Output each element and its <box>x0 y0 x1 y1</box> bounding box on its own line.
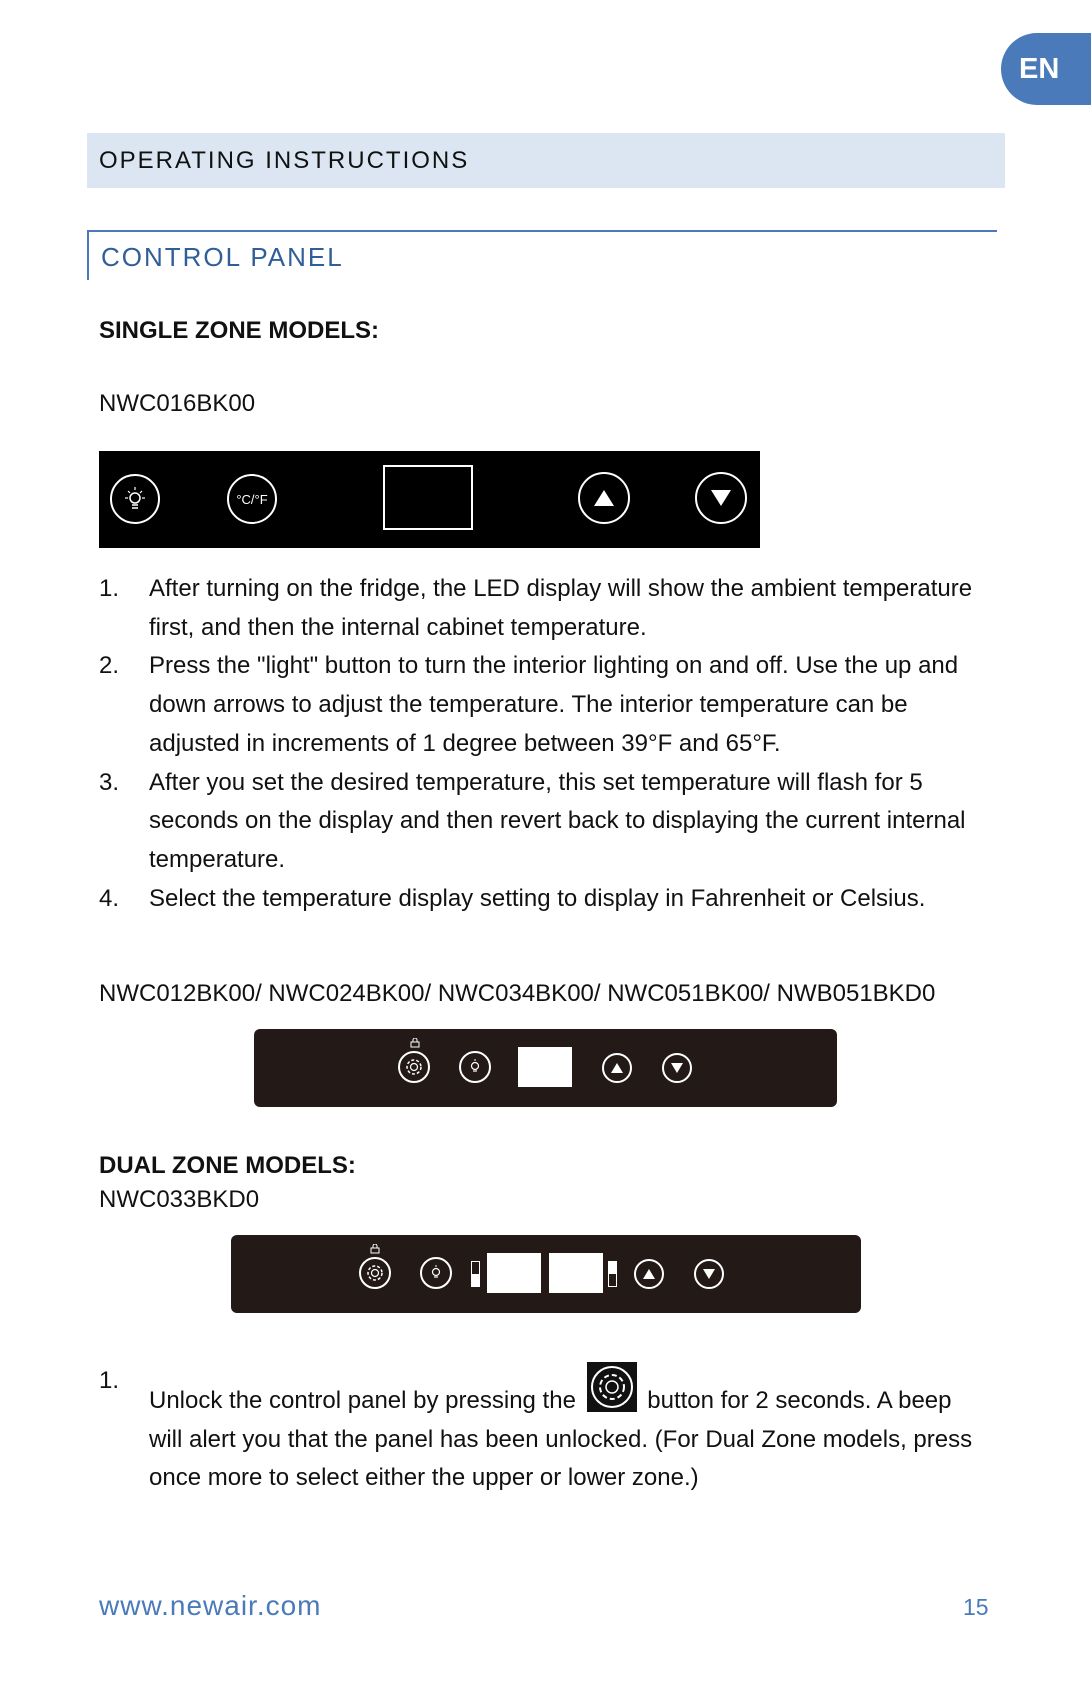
step-item: 1. After turning on the fridge, the LED display will show the ambient temperature first, and then the internal cabinet temperature. <box>99 575 973 641</box>
single-zone-steps <box>99 570 991 918</box>
up-arrow-icon <box>634 1259 664 1289</box>
down-arrow-icon <box>695 472 747 524</box>
footer-url[interactable]: www.newair.com <box>99 1590 322 1621</box>
celsius-fahrenheit-icon <box>227 474 277 524</box>
page-number: 15 <box>963 1594 989 1620</box>
lock-icon <box>409 1038 421 1048</box>
single-zone-heading: SINGLE ZONE MODELS: <box>99 317 380 344</box>
lower-zone-display <box>549 1253 603 1293</box>
control-panel-multi-model <box>254 1029 837 1107</box>
gear-icon <box>359 1257 391 1289</box>
language-tab: EN <box>1001 33 1091 105</box>
gear-icon <box>398 1051 430 1083</box>
gear-icon <box>587 1362 637 1412</box>
control-panel-dual <box>231 1235 861 1313</box>
light-bulb-icon <box>110 474 160 524</box>
step-item: 4. Select the temperature display setting to display in Fahrenheit or Celsius. <box>99 884 926 912</box>
control-panel-single <box>99 451 760 548</box>
step-item: 1. Unlock the control panel by pressing the button for 2 seconds. A beep will alert you that the panel has been unlocked. (For Dual Zone models, press once more to select either the upper or lower zone.) <box>99 1362 991 1498</box>
units-label: °C/°F <box>236 491 268 507</box>
up-arrow-icon <box>578 472 630 524</box>
led-display <box>383 465 473 530</box>
model-label-3: NWC033BKD0 <box>99 1186 260 1213</box>
upper-zone-indicator <box>471 1261 480 1287</box>
upper-zone-display <box>487 1253 541 1293</box>
lower-zone-indicator <box>608 1261 617 1287</box>
down-arrow-icon <box>662 1053 692 1083</box>
light-bulb-icon <box>420 1257 452 1289</box>
up-arrow-icon <box>602 1053 632 1083</box>
light-bulb-icon <box>459 1051 491 1083</box>
section-title: OPERATING INSTRUCTIONS <box>87 133 1005 188</box>
dual-zone-heading: DUAL ZONE MODELS: <box>99 1152 356 1179</box>
subsection-title: CONTROL PANEL <box>87 230 997 280</box>
model-label-1: NWC016BK00 <box>99 390 256 417</box>
down-arrow-icon <box>694 1259 724 1289</box>
model-label-2: NWC012BK00/ NWC024BK00/ NWC034BK00/ NWC051BK00/ NWB051BKD0 <box>99 980 936 1007</box>
led-display <box>518 1047 572 1087</box>
lock-icon <box>369 1244 381 1254</box>
step-item: 2. Press the "light" button to turn the interior lighting on and off. Use the up and down arrows to adjust the temperature. The interior temperature can be adjusted in increments of 1 degree between 39°F and 65°F. <box>99 652 959 757</box>
dual-zone-steps <box>99 1362 991 1498</box>
step-item: 3. After you set the desired temperature, this set temperature will flash for 5 seconds on the display and then revert back to displaying the current internal temperature. <box>99 768 966 873</box>
